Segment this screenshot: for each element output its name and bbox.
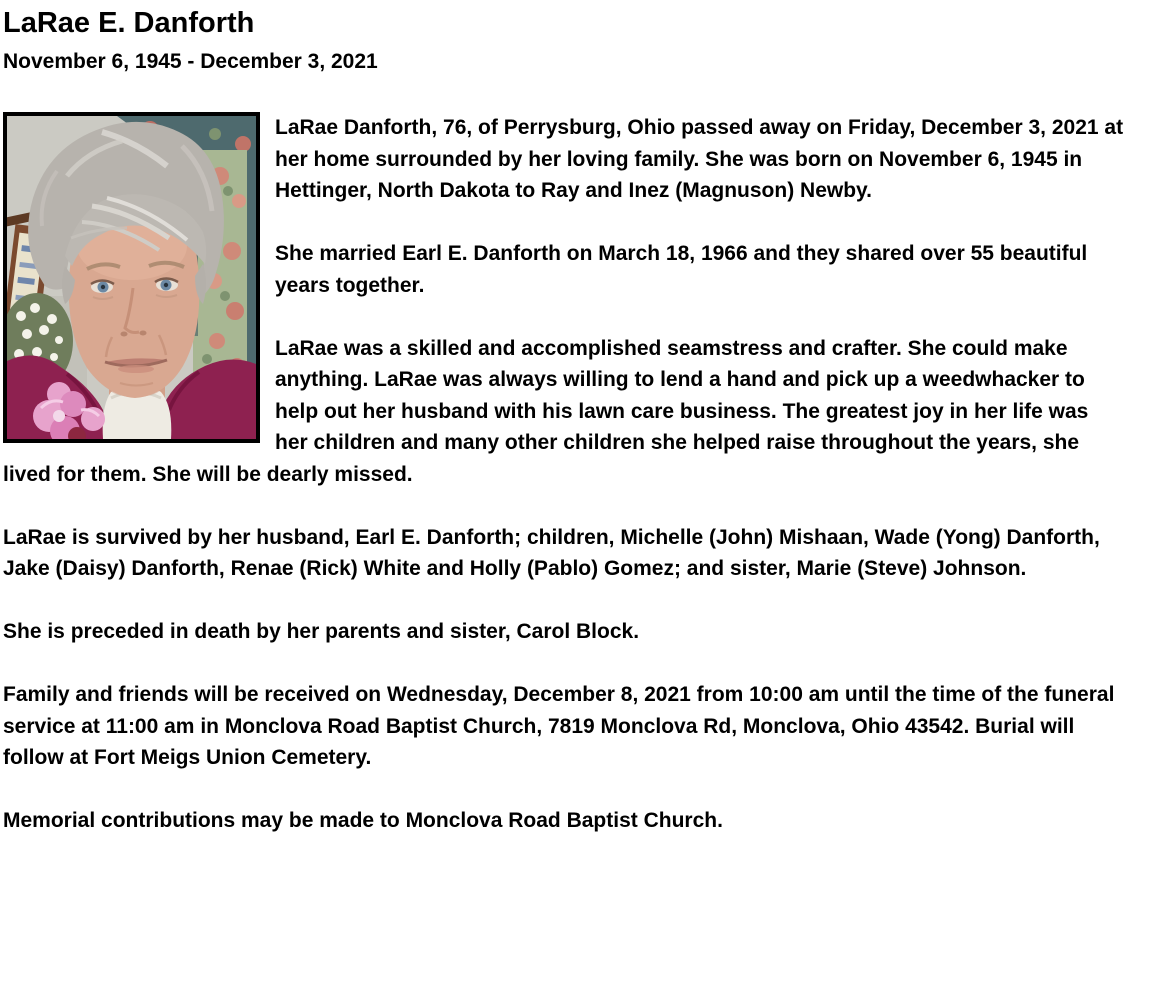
life-dates: November 6, 1945 - December 3, 2021 <box>3 49 378 73</box>
obituary-paragraph: LaRae Danforth, 76, of Perrysburg, Ohio passed away on Friday, December 3, 2021 at her home surrounded by her loving family. She was born on November 6, 1945 in Hettinger, North Dakota to Ray and Inez (Magnuson) Newby. <box>275 116 1124 203</box>
page-title: LaRae E. Danforth <box>3 7 255 39</box>
obituary-paragraph: LaRae is survived by her husband, Earl E. Danforth; children, Michelle (John) Mishaan, Wade (Yong) Danforth, Jake (Daisy) Danforth, Renae (Rick) White and Holly (Pablo) Gomez; and sister, Marie (Steve) Johnson. <box>3 525 1100 581</box>
portrait-photo <box>3 112 260 443</box>
obituary-body <box>3 112 1126 837</box>
obituary-paragraph: Family and friends will be received on Wednesday, December 8, 2021 from 10:00 am until the time of the funeral service at 11:00 am in Monclova Road Baptist Church, 7819 Monclova Rd, Monclova, Ohio 43542. Burial will follow at Fort Meigs Union Cemetery. <box>3 683 1115 770</box>
obituary-paragraph: Memorial contributions may be made to Monclova Road Baptist Church. <box>3 809 723 833</box>
obituary-paragraph: She married Earl E. Danforth on March 18, 1966 and they shared over 55 beautiful years together. <box>275 242 1088 297</box>
obituary-paragraph: LaRae was a skilled and accomplished seamstress and crafter. She could make anything. LaRae was always willing to lend a hand and pick up a weedwhacker to help out her husband with his lawn care business. The greatest joy in her life was her children and many other children she helped raise throughout the years, she lived for them. She will be dearly missed. <box>3 336 1089 486</box>
portrait-illustration <box>7 116 256 439</box>
obituary-paragraph: She is preceded in death by her parents and sister, Carol Block. <box>3 620 640 644</box>
